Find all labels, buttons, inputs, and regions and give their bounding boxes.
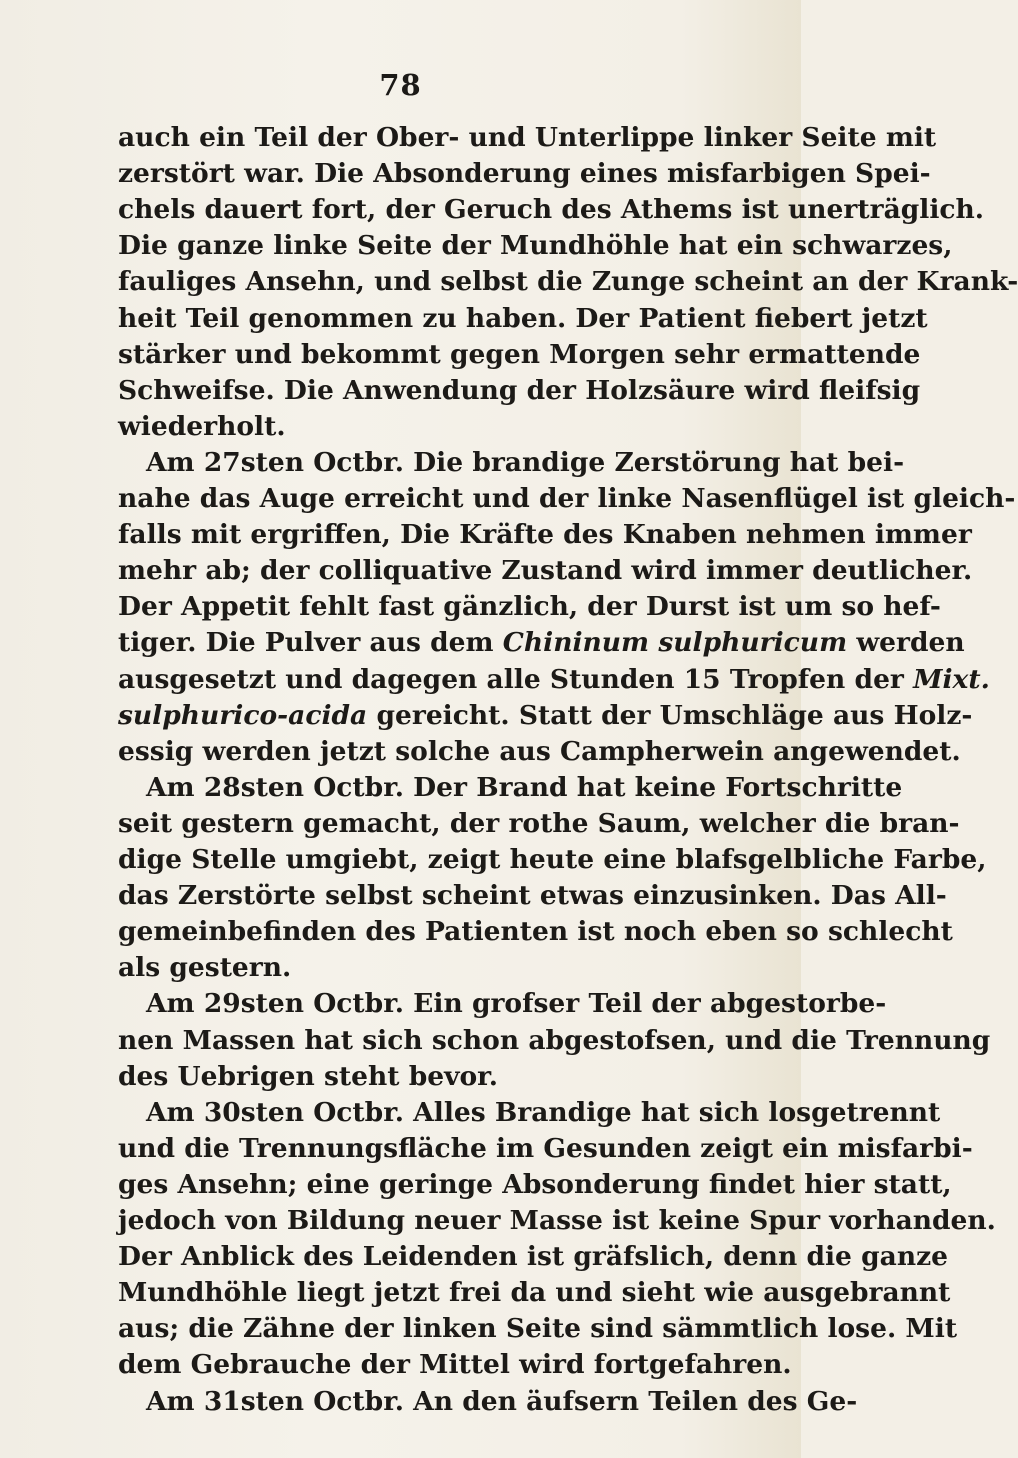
text-line: jedoch von Bildung neuer Masse ist keine Spur vorhanden. bbox=[118, 1205, 996, 1236]
text-line-mixed bbox=[118, 623, 965, 663]
text-line-mixed bbox=[118, 660, 990, 700]
text-line: essig werden jetzt solche aus Campherwein angewendet. bbox=[118, 735, 961, 767]
text-line: wiederholt. bbox=[118, 410, 286, 442]
text-line-mixed bbox=[118, 696, 973, 736]
text-run: tiger. Die Pulver aus dem bbox=[118, 627, 494, 659]
text-line: Am 27sten Octbr. Die brandige Zerstörung hat bei- bbox=[146, 446, 905, 478]
text-line: dige Stelle umgiebt, zeigt heute eine blafsgelbliche Farbe, bbox=[118, 844, 987, 875]
text-line: seit gestern gemacht, der rothe Saum, welcher die bran- bbox=[118, 807, 960, 839]
text-line: Am 31sten Octbr. An den äufsern Teilen des Ge- bbox=[146, 1385, 858, 1417]
text-line: das Zerstörte selbst scheint etwas einzusinken. Das All- bbox=[118, 880, 947, 912]
text-line: chels dauert fort, der Geruch des Athems ist unerträglich. bbox=[118, 194, 985, 226]
text-line: nen Massen hat sich schon abgestofsen, und die Trennung bbox=[118, 1024, 991, 1056]
text-line: auch ein Teil der Ober- und Unterlippe linker Seite mit bbox=[118, 122, 937, 153]
text-line: Der Appetit fehlt fast gänzlich, der Durst ist um so hef- bbox=[118, 591, 941, 623]
text-line: falls mit ergriffen, Die Kräfte des Knaben nehmen immer bbox=[118, 519, 972, 551]
text-line: des Uebrigen steht bevor. bbox=[118, 1060, 498, 1092]
text-line: Am 28sten Octbr. Der Brand hat keine Fortschritte bbox=[146, 771, 903, 803]
text-run: werden bbox=[856, 627, 965, 659]
text-line: Am 30sten Octbr. Alles Brandige hat sich losgetrennt bbox=[146, 1096, 941, 1128]
text-run: ausgesetzt und dagegen alle Stunden 15 Tropfen der bbox=[118, 663, 904, 695]
text-line: ges Ansehn; eine geringe Absonderung findet hier statt, bbox=[118, 1168, 952, 1200]
text-line: heit Teil genommen zu haben. Der Patient fiebert jetzt bbox=[118, 302, 928, 334]
text-line: zerstört war. Die Absonderung eines misfarbigen Spei- bbox=[118, 158, 931, 190]
text-line: aus; die Zähne der linken Seite sind sämmtlich lose. Mit bbox=[118, 1313, 958, 1345]
page-number: 78 bbox=[379, 68, 422, 102]
text-line: Schweifse. Die Anwendung der Holzsäure wird fleifsig bbox=[118, 374, 921, 406]
text-run-italic: Chininum sulphuricum bbox=[502, 627, 848, 659]
text-line: gemeinbefinden des Patienten ist noch eben so schlecht bbox=[118, 916, 953, 948]
text-line: nahe das Auge erreicht und der linke Nasenflügel ist gleich- bbox=[118, 483, 1016, 514]
text-line: dem Gebrauche der Mittel wird fortgefahren. bbox=[118, 1349, 792, 1381]
text-line: fauliges Ansehn, und selbst die Zunge scheint an der Krank- bbox=[118, 266, 1018, 298]
text-line: Mundhöhle liegt jetzt frei da und sieht wie ausgebrannt bbox=[118, 1277, 951, 1309]
text-run: gereicht. Statt der Umschläge aus Holz- bbox=[376, 699, 973, 731]
text-line: Am 29sten Octbr. Ein grofser Teil der abgestorbe- bbox=[146, 988, 887, 1020]
text-line: und die Trennungsfläche im Gesunden zeigt ein misfarbi- bbox=[118, 1132, 973, 1164]
text-line: als gestern. bbox=[118, 952, 292, 984]
text-line: Der Anblick des Leidenden ist gräfslich, denn die ganze bbox=[118, 1241, 949, 1273]
text-run-italic: sulphurico-acida bbox=[118, 699, 368, 731]
text-line: Die ganze linke Seite der Mundhöhle hat ein schwarzes, bbox=[118, 230, 953, 262]
text-run-italic: Mixt. bbox=[913, 663, 990, 695]
text-line: stärker und bekommt gegen Morgen sehr ermattende bbox=[118, 338, 921, 370]
text-line: mehr ab; der colliquative Zustand wird immer deutlicher. bbox=[118, 555, 973, 587]
